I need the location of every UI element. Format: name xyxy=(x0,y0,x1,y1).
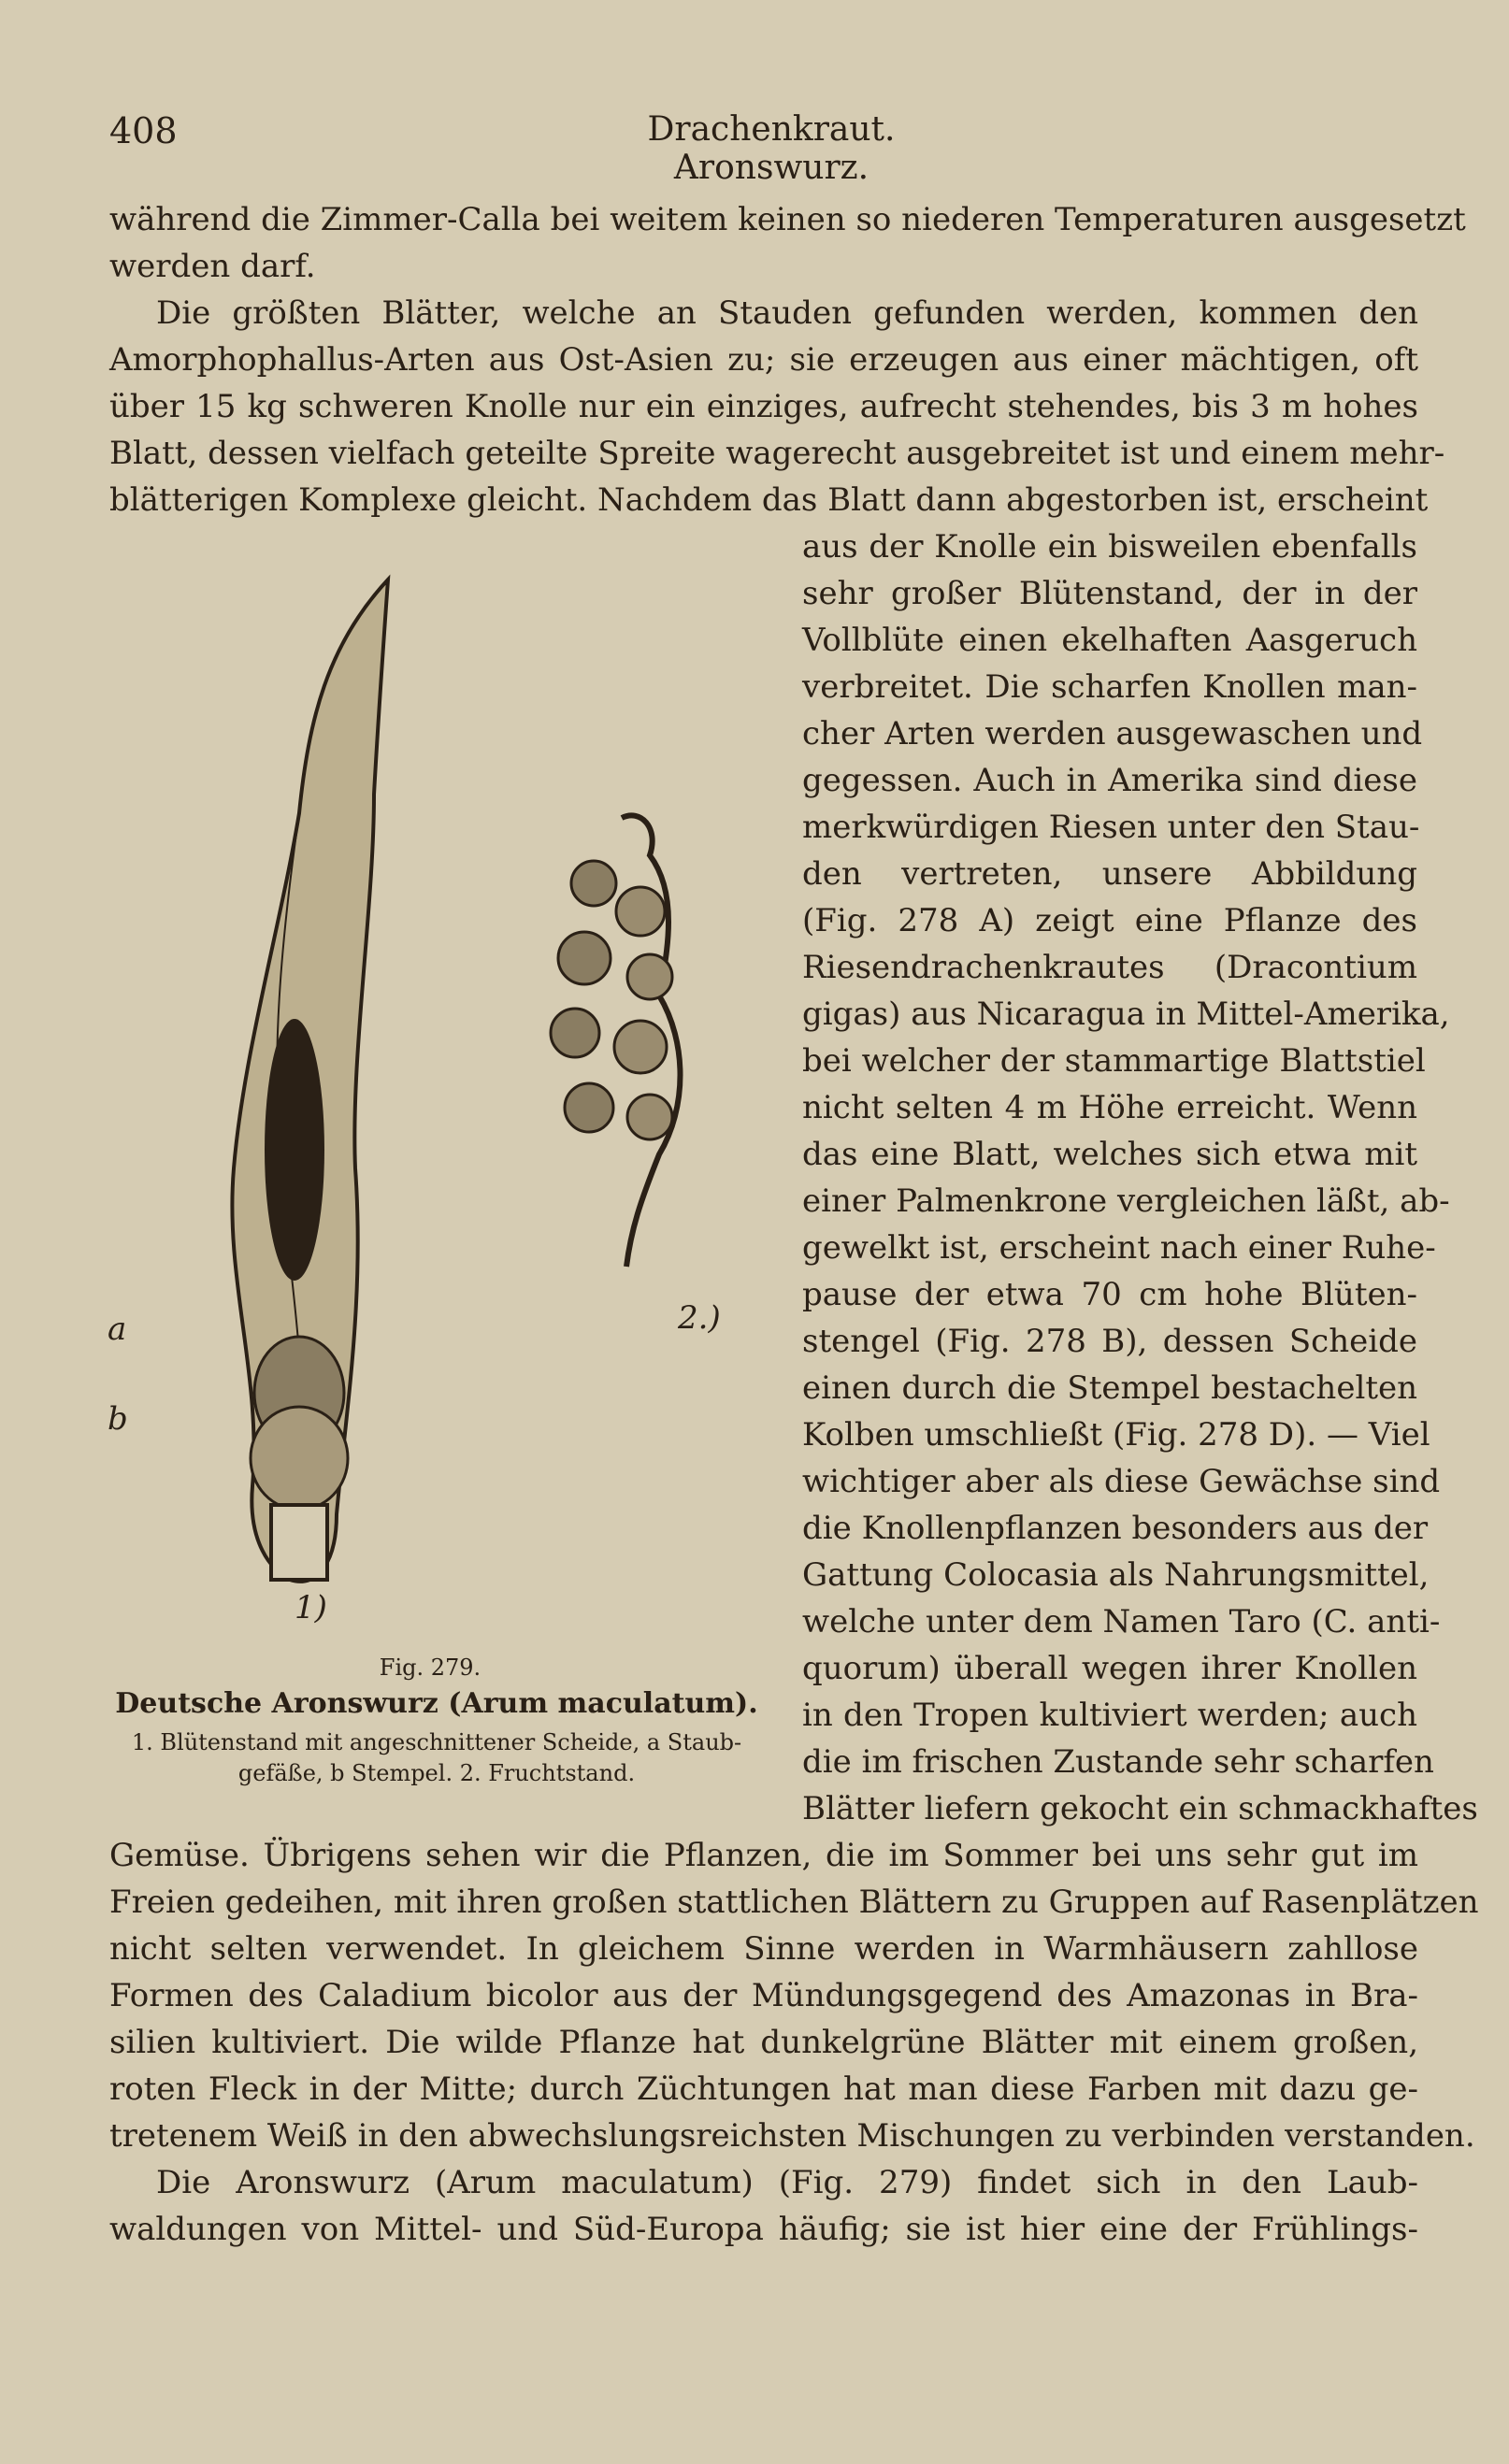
text-line: während die Zimmer-Calla bei weitem keinen so niederen Temperaturen ausgesetzt xyxy=(109,201,1466,238)
page-number: 408 xyxy=(109,110,178,151)
text-line: aus der Knolle ein bisweilen ebenfalls xyxy=(802,528,1417,566)
text-line: einen durch die Stempel bestachelten xyxy=(802,1369,1417,1407)
figure-label-b: b xyxy=(108,1400,128,1438)
text-line: die Knollenpflanzen besonders aus der xyxy=(802,1510,1429,1547)
text-line: gigas) aus Nicaragua in Mittel-Amerika, xyxy=(802,996,1450,1033)
text-line: bei welcher der stammartige Blattstiel xyxy=(802,1042,1426,1080)
text-line: gegessen. Auch in Amerika sind diese xyxy=(802,762,1417,799)
text-line: blätterigen Komplexe gleicht. Nachdem das Blatt dann abgestorben ist, erscheint xyxy=(109,481,1429,519)
text-line: roten Fleck in der Mitte; durch Züchtungen hat man diese Farben mit dazu ge- xyxy=(109,2070,1418,2108)
figure-caption-line2: gefäße, b Stempel. 2. Fruchtstand. xyxy=(237,1760,636,1786)
text-line: die im frischen Zustande sehr scharfen xyxy=(802,1743,1434,1781)
text-line: Blatt, dessen vielfach geteilte Spreite wagerecht ausgebreitet ist und einem mehr- xyxy=(109,435,1445,472)
text-line: Formen des Caladium bicolor aus der Mündungsgegend des Amazonas in Bra- xyxy=(109,1977,1418,2014)
text-line: einer Palmenkrone vergleichen läßt, ab- xyxy=(802,1182,1450,1220)
text-line: werden darf. xyxy=(109,248,316,285)
text-line: Gattung Colocasia als Nahrungsmittel, xyxy=(802,1556,1430,1594)
arum-fruit-cluster-illustration xyxy=(538,799,725,1323)
text-line: Riesendrachenkrautes (Dracontium xyxy=(802,949,1417,986)
figure-number: Fig. 279. xyxy=(379,1655,481,1681)
text-line: nicht selten 4 m Höhe erreicht. Wenn xyxy=(802,1089,1417,1126)
text-line: Die Aronswurz (Arum maculatum) (Fig. 279) findet sich in den Laub- xyxy=(156,2164,1418,2201)
text-line: den vertreten, unsere Abbildung xyxy=(802,855,1417,893)
text-line: in den Tropen kultiviert werden; auch xyxy=(802,1697,1417,1734)
text-line: nicht selten verwendet. In gleichem Sinne werden in Warmhäusern zahllose xyxy=(109,1930,1418,1968)
running-title: Drachenkraut. Aronswurz. xyxy=(647,110,896,187)
text-line: Vollblüte einen ekelhaften Aasgeruch xyxy=(802,622,1417,659)
text-line: silien kultiviert. Die wilde Pflanze hat dunkelgrüne Blätter mit einem großen, xyxy=(109,2024,1418,2061)
text-line: Die größten Blätter, welche an Stauden gefunden werden, kommen den xyxy=(156,294,1418,332)
text-line: quorum) überall wegen ihrer Knollen xyxy=(802,1650,1417,1687)
text-line: (Fig. 278 A) zeigt eine Pflanze des xyxy=(802,902,1417,939)
text-line: gewelkt ist, erscheint nach einer Ruhe- xyxy=(802,1229,1436,1267)
text-line: sehr großer Blütenstand, der in der xyxy=(802,575,1417,612)
text-line: das eine Blatt, welches sich etwa mit xyxy=(802,1136,1417,1173)
text-line: tretenem Weiß in den abwechslungsreichsten Mischungen zu verbinden verstanden. xyxy=(109,2117,1475,2155)
text-line: stengel (Fig. 278 B), dessen Scheide xyxy=(802,1323,1417,1360)
figure-label-a: a xyxy=(108,1311,127,1348)
figure-title: Deutsche Aronswurz (Arum maculatum). xyxy=(115,1687,758,1720)
figure-label-2: 2.) xyxy=(678,1299,721,1337)
text-line: Amorphophallus-Arten aus Ost-Asien zu; sie erzeugen aus einer mächtigen, oft xyxy=(109,341,1418,379)
text-line: waldungen von Mittel- und Süd-Europa häufig; sie ist hier eine der Frühlings- xyxy=(109,2211,1418,2248)
text-line: Gemüse. Übrigens sehen wir die Pflanzen, die im Sommer bei uns sehr gut im xyxy=(109,1837,1418,1874)
text-line: Freien gedeihen, mit ihren großen stattlichen Blättern zu Gruppen auf Rasenplätzen xyxy=(109,1884,1479,1921)
figure-caption-line1: 1. Blütenstand mit angeschnittener Scheide, a Staub- xyxy=(131,1729,742,1755)
text-line: über 15 kg schweren Knolle nur ein einziges, aufrecht stehendes, bis 3 m hohes xyxy=(109,388,1418,425)
text-line: welche unter dem Namen Taro (C. anti- xyxy=(802,1603,1441,1640)
text-line: cher Arten werden ausgewaschen und xyxy=(802,715,1423,752)
text-line: Kolben umschließt (Fig. 278 D). — Viel xyxy=(802,1416,1430,1454)
text-line: verbreitet. Die scharfen Knollen man- xyxy=(802,668,1417,706)
arum-inflorescence-illustration xyxy=(122,570,383,1636)
text-line: pause der etwa 70 cm hohe Blüten- xyxy=(802,1276,1417,1313)
text-line: Blätter liefern gekocht ein schmackhaftes xyxy=(802,1790,1478,1827)
figure-label-1: 1) xyxy=(295,1589,327,1626)
text-line: merkwürdigen Riesen unter den Stau- xyxy=(802,809,1420,846)
text-line: wichtiger aber als diese Gewächse sind xyxy=(802,1463,1441,1500)
